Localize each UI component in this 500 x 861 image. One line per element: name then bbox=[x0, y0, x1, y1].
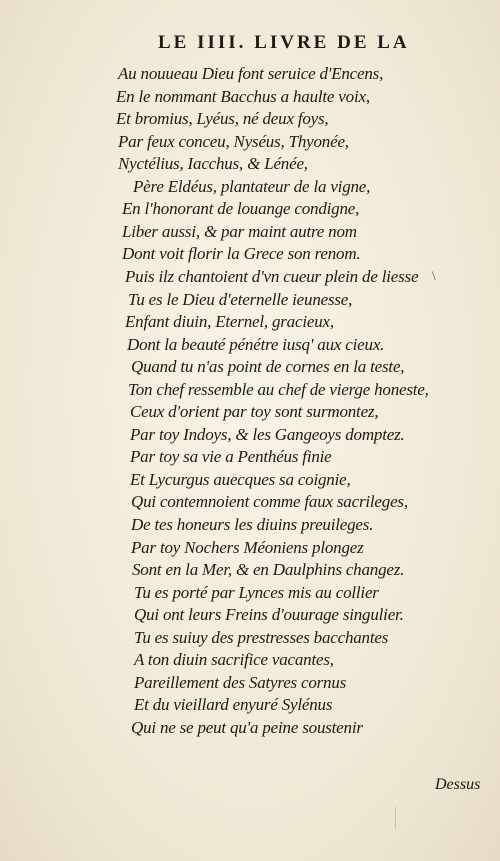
verse-line: Ton chef ressemble au chef de vierge honeste, bbox=[128, 380, 429, 399]
verse-line: Ceux d'orient par toy sont surmontez, bbox=[130, 402, 379, 421]
verse-line: Sont en la Mer, & en Daulphins changez. bbox=[132, 560, 405, 579]
verse-line: Au nouueau Dieu font seruice d'Encens, bbox=[118, 64, 384, 83]
verse-line: A ton diuin sacrifice vacantes, bbox=[134, 650, 334, 669]
verse-line: Père Eldéus, plantateur de la vigne, bbox=[133, 177, 371, 196]
verse-line: Quand tu n'as point de cornes en la teste, bbox=[131, 357, 405, 376]
catchword: Dessus bbox=[435, 776, 481, 793]
verse-line: Pareillement des Satyres cornus bbox=[134, 673, 347, 692]
verse-line: Qui ont leurs Freins d'ouurage singulier. bbox=[134, 605, 404, 624]
verse-line: Dont la beauté pénétre iusq' aux cieux. bbox=[127, 335, 385, 354]
verse-line: Dont voit florir la Grece son renom. bbox=[122, 244, 361, 263]
verse-line: Par toy sa vie a Penthéus finie bbox=[130, 447, 332, 466]
verse-line: Qui contemnoient comme faux sacrileges, bbox=[131, 492, 408, 511]
verse-line: Puis ilz chantoient d'vn cueur plein de liesse bbox=[125, 267, 419, 286]
verse-line: En l'honorant de louange condigne, bbox=[122, 199, 360, 218]
verse-line: En le nommant Bacchus a haulte voix, bbox=[116, 87, 370, 106]
verse-line: Liber aussi, & par maint autre nom bbox=[122, 222, 357, 241]
marginal-mark: \ bbox=[432, 268, 436, 283]
verse-line: Et du vieillard enyuré Sylénus bbox=[134, 695, 333, 714]
verse-line: Par toy Nochers Méoniens plongez bbox=[131, 538, 364, 557]
verse-line: Tu es porté par Lynces mis au collier bbox=[134, 583, 379, 602]
page-crease bbox=[395, 807, 396, 829]
verse-line: Tu es suiuy des prestresses bacchantes bbox=[134, 628, 389, 647]
verse-line: Qui ne se peut qu'a peine soustenir bbox=[131, 718, 363, 737]
verse-line: Et bromius, Lyéus, né deux foys, bbox=[116, 109, 329, 128]
verse-line: Enfant diuin, Eternel, gracieux, bbox=[125, 312, 334, 331]
verse-line: Nyctélius, Iacchus, & Lénée, bbox=[118, 154, 308, 173]
verse-line: Par feux conceu, Nyséus, Thyonée, bbox=[118, 132, 349, 151]
verse-line: Par toy Indoys, & les Gangeoys domptez. bbox=[130, 425, 405, 444]
verse-line: Tu es le Dieu d'eternelle ieunesse, bbox=[128, 290, 353, 309]
running-header: LE IIII. LIVRE DE LA bbox=[158, 32, 410, 53]
verse-line: Et Lycurgus auecques sa coignie, bbox=[130, 470, 351, 489]
verse-line: De tes honeurs les diuins preuileges. bbox=[131, 515, 374, 534]
